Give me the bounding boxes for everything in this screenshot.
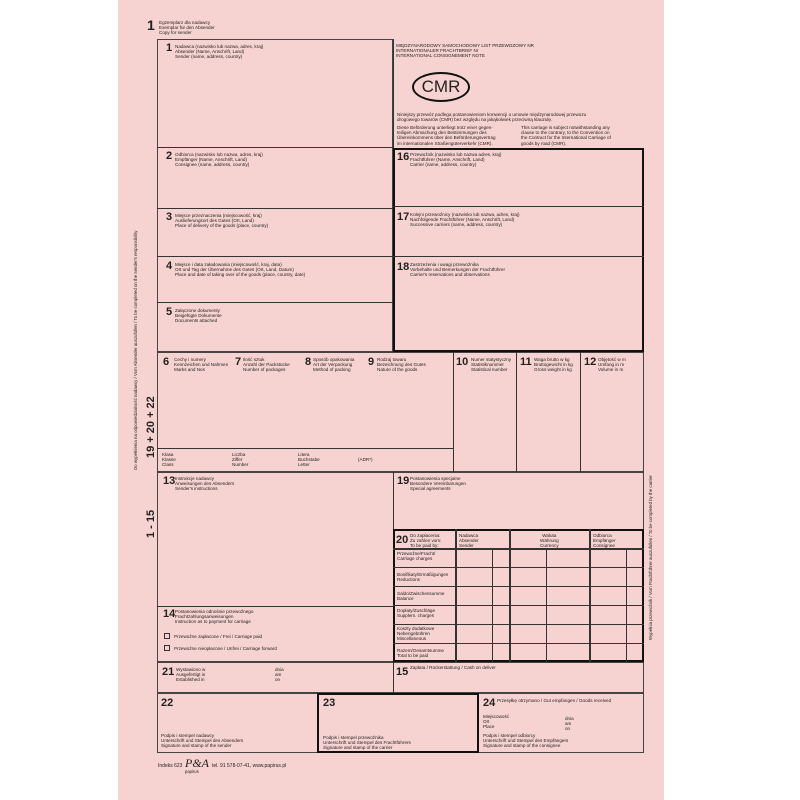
cmr-logo: CMR bbox=[412, 72, 470, 102]
field-16-number: 16 bbox=[397, 151, 410, 163]
field-2-number: 2 bbox=[166, 150, 173, 162]
payment-header-currency: Waluta Währung Currency bbox=[540, 533, 559, 549]
payment-header-sender: Nadawca Absender Sender bbox=[459, 533, 479, 549]
footer-contact: tel. 91 578-07-41, www.papirus.pl bbox=[212, 763, 287, 769]
field-7-number: 7 bbox=[235, 356, 242, 368]
field-3-delivery-place[interactable]: Miejsce przeznaczenia (miejscowość, kraj) Auslieferungsort des Gutes (Ort, Land) Place of delivery of the goods (place, country) bbox=[175, 213, 269, 229]
field-16-carrier[interactable]: Przewoźnik (nazwisko lub nazwa adres, kraj) Frachtführer (Name, Anschrift, Land) Carrier (name, address, country) bbox=[410, 152, 502, 168]
field-6-number: 6 bbox=[163, 356, 170, 368]
field-14-payment-instructions[interactable]: Postanowienia odnośnie przewoźnego Frachtzahlungsanweisungen Instruction as to payment for carriage bbox=[175, 609, 254, 625]
notice-pl: Niniejszy przewóz podlega postanowieniom konwencji o umowie międzynarodowej przewozu drogowego towarów (CMR) bez względu na jakąkolwiek przeciwną klauzulę. bbox=[397, 112, 587, 123]
field-9-number: 9 bbox=[368, 356, 375, 368]
class-label: Klasa Klasse Class bbox=[162, 452, 176, 468]
field-11-number: 11 bbox=[520, 356, 532, 368]
notice-de: Diese Beförderung unterliegt trotz einer gegen- teiligen Abmachung den Bestimmungen des Übereinkommens über den Beförderungsvertrag im internationalen Straßengüterverkehr (CMR). bbox=[397, 125, 496, 146]
field-24-goods-received[interactable]: Przesyłkę otrzymano / Gut empfangen / Goods received bbox=[497, 698, 612, 703]
payment-row-supplementary: Dopłaty/Zuschläge Supplem. charges bbox=[397, 608, 436, 619]
field-24-consignee-signature: Podpis i stempel odbiorcy Unterschrift und Stempel des Empfängers Signature and stamp of the consignee bbox=[483, 733, 569, 749]
payment-row-carriage: Przewoźne/Fracht/ Carriage charges bbox=[397, 551, 436, 562]
carriage-forward-label: Przewoźne nieopłacone / Unfrei / Carriage forward bbox=[174, 646, 277, 651]
field-9-goods[interactable]: Rodzaj towaru Bezeichnung des Gutes Nature of the goods bbox=[377, 357, 426, 373]
field-13-number: 13 bbox=[163, 475, 176, 487]
field-3-number: 3 bbox=[166, 211, 173, 223]
field-21-number: 21 bbox=[162, 666, 175, 678]
carriage-paid-label: Przewoźne zapłacone / Frei / Carriage paid bbox=[174, 634, 263, 639]
field-13-instructions[interactable]: Instrukcje nadawcy Anweisungen des Absenders Sender's instructions bbox=[175, 476, 235, 492]
field-24-number: 24 bbox=[483, 697, 496, 709]
payment-row-miscellaneous: Koszty dodatkowe Nebengebühren Miscellaneous bbox=[397, 626, 435, 642]
field-12-number: 12 bbox=[584, 356, 597, 368]
field-22-number: 22 bbox=[161, 697, 174, 709]
carrier-frame bbox=[393, 148, 644, 352]
field-15-cash-on-delivery[interactable]: Zapłata / Rückerstattung / Cash on deliver bbox=[410, 665, 496, 670]
field-20-number: 20 bbox=[396, 534, 409, 546]
field-4-loading-place[interactable]: Miejsce i data załadowania (miejscowość, kraj, data) Ort und Tag der Übernahme des Gutes (Ort, Land, Datum) Place and date of taking over of the goods (place, country, date) bbox=[175, 262, 306, 278]
copy-number: 1 bbox=[147, 17, 155, 33]
field-20-label: Do zapłacenia: Zu zahlen vom: To be paid by: bbox=[410, 533, 442, 549]
copy-text: Egzemplarz dla nadawcy Exemplar für den Absender Copy for sender bbox=[159, 20, 215, 36]
payment-row-reductions: Bonifikaty/Ermäßigungen Reductions bbox=[397, 572, 449, 583]
side-fields-1-15: 1 - 15 bbox=[145, 509, 157, 538]
field-23-carrier-signature[interactable]: Podpis i stempel przewoźnika Unterschrift und Stempel des Frachtführers Signature and stamp of the carrier bbox=[323, 735, 411, 751]
field-21-established-in[interactable]: Wystawiono w Ausgefertigt in Established in bbox=[176, 667, 206, 683]
payment-row-balance: Saldo/Zwischensumme Balance bbox=[397, 591, 445, 602]
side-note-right: Wypełnia przewoźnik / Vom Frachtführer auszufüllen / To be completed by the carrier bbox=[648, 475, 653, 640]
carriage-forward-checkbox[interactable] bbox=[164, 645, 170, 651]
field-5-documents[interactable]: Załączone dokumenty Beigefügte Dokumente Documents attached bbox=[175, 308, 222, 324]
field-10-number: 10 bbox=[456, 356, 469, 368]
field-2-consignee[interactable]: Odbiorca (nazwisko lub nazwa, adres, kraj) Empfänger (Name, Anschrift, Land) Consignee (name, address, country) bbox=[175, 152, 263, 168]
field-22-sender-signature[interactable]: Podpis i stempel nadawcy Unterschrift und Stempel des Absenders Signature and stamp of the sender bbox=[161, 733, 244, 749]
field-10-statistical[interactable]: Numer statystyczny Statistiknummer Statistical number bbox=[471, 357, 512, 373]
field-12-volume[interactable]: Objętość w m Umfang in m Volume in m bbox=[598, 357, 626, 373]
payment-header-consignee: Odbiorca Empfänger Consignee bbox=[593, 533, 616, 549]
field-24-place-label: Miejscowość Ort Place bbox=[483, 714, 510, 730]
field-24-date-label: dnia am on bbox=[565, 716, 574, 732]
field-7-packages[interactable]: Ilość sztuk Anzahl der Packstücke Number of packages bbox=[243, 357, 290, 373]
payment-row-total: Razem/Gesamtsumme Total to be paid bbox=[397, 648, 444, 659]
side-note-left: Do wypełnienia na odpowiedzialność nadawcy / Vom Absender auszufüllen / To be completed on the sender's responsibility bbox=[133, 230, 138, 470]
field-11-weight[interactable]: Waga brutto w kg Bruttogewicht in kg Gross weight in kg bbox=[534, 357, 573, 373]
papirus-logo: P&A bbox=[185, 756, 209, 770]
field-1-sender[interactable]: Nadawca (nazwisko lub nazwa, adres, kraj) Absender (Name, Anschrift, Land) Sender (name, address, country) bbox=[175, 44, 264, 60]
field-5-number: 5 bbox=[166, 306, 173, 318]
field-23-number: 23 bbox=[323, 697, 336, 709]
document-title: MIĘDZYNARODOWY SAMOCHODOWY LIST PRZEWOZOWY NR INTERNATIONALER FRACHTBRIEF Nr INTERNATIONAL CONSIGNEMENT NOTE bbox=[396, 43, 534, 59]
field-8-number: 8 bbox=[305, 356, 312, 368]
field-8-packing[interactable]: Sposób opakowania Art der Verpackung Method of packing bbox=[313, 357, 355, 373]
field-21-date-label: dnia am on bbox=[275, 667, 284, 683]
number-label: Liczba Ziffer Number bbox=[232, 452, 249, 468]
papirus-logo-sub: papirus bbox=[185, 769, 199, 774]
field-18-reservations[interactable]: Zastrzeżenia i uwagi przewoźnika Vorbehalte und Bemerkungen der Frachtführer Carrier's reservations and observations bbox=[410, 262, 505, 278]
field-18-number: 18 bbox=[397, 261, 410, 273]
field-15-number: 15 bbox=[396, 666, 409, 678]
field-19-special-agreements[interactable]: Postanowienia specjalne Besondere Vereinbarungen Special agreements bbox=[410, 476, 466, 492]
notice-en: This carriage is subject notwithstanding any clause to the contrary, to the Convention on the Contract for the International Carriage of goods by road (CMR). bbox=[521, 125, 611, 146]
sender-column-frame bbox=[157, 39, 393, 352]
side-fields-19-20-22: 19 + 20 + 22 bbox=[145, 396, 157, 458]
carriage-paid-checkbox[interactable] bbox=[164, 633, 170, 639]
field-17-number: 17 bbox=[397, 211, 410, 223]
field-19-number: 19 bbox=[397, 475, 410, 487]
footer-index: Indeks 623 bbox=[158, 763, 183, 769]
letter-label: Litera Buchstabe Letter bbox=[298, 452, 320, 468]
field-14-number: 14 bbox=[163, 608, 176, 620]
field-6-marks[interactable]: Cechy i numery Kennzeichen und Nahmen Marks and Nos bbox=[174, 357, 229, 373]
field-4-number: 4 bbox=[166, 260, 173, 272]
field-1-number: 1 bbox=[166, 42, 173, 54]
field-17-successive-carriers[interactable]: Kolejni przewoźnicy (nazwisko lub nazwa, adres, kraj) Nachfolgende Frachtführer (Name, Anschrift, Land) Successive carriers (name, address, country) bbox=[410, 212, 520, 228]
adr-label: (ADR*) bbox=[358, 457, 373, 462]
